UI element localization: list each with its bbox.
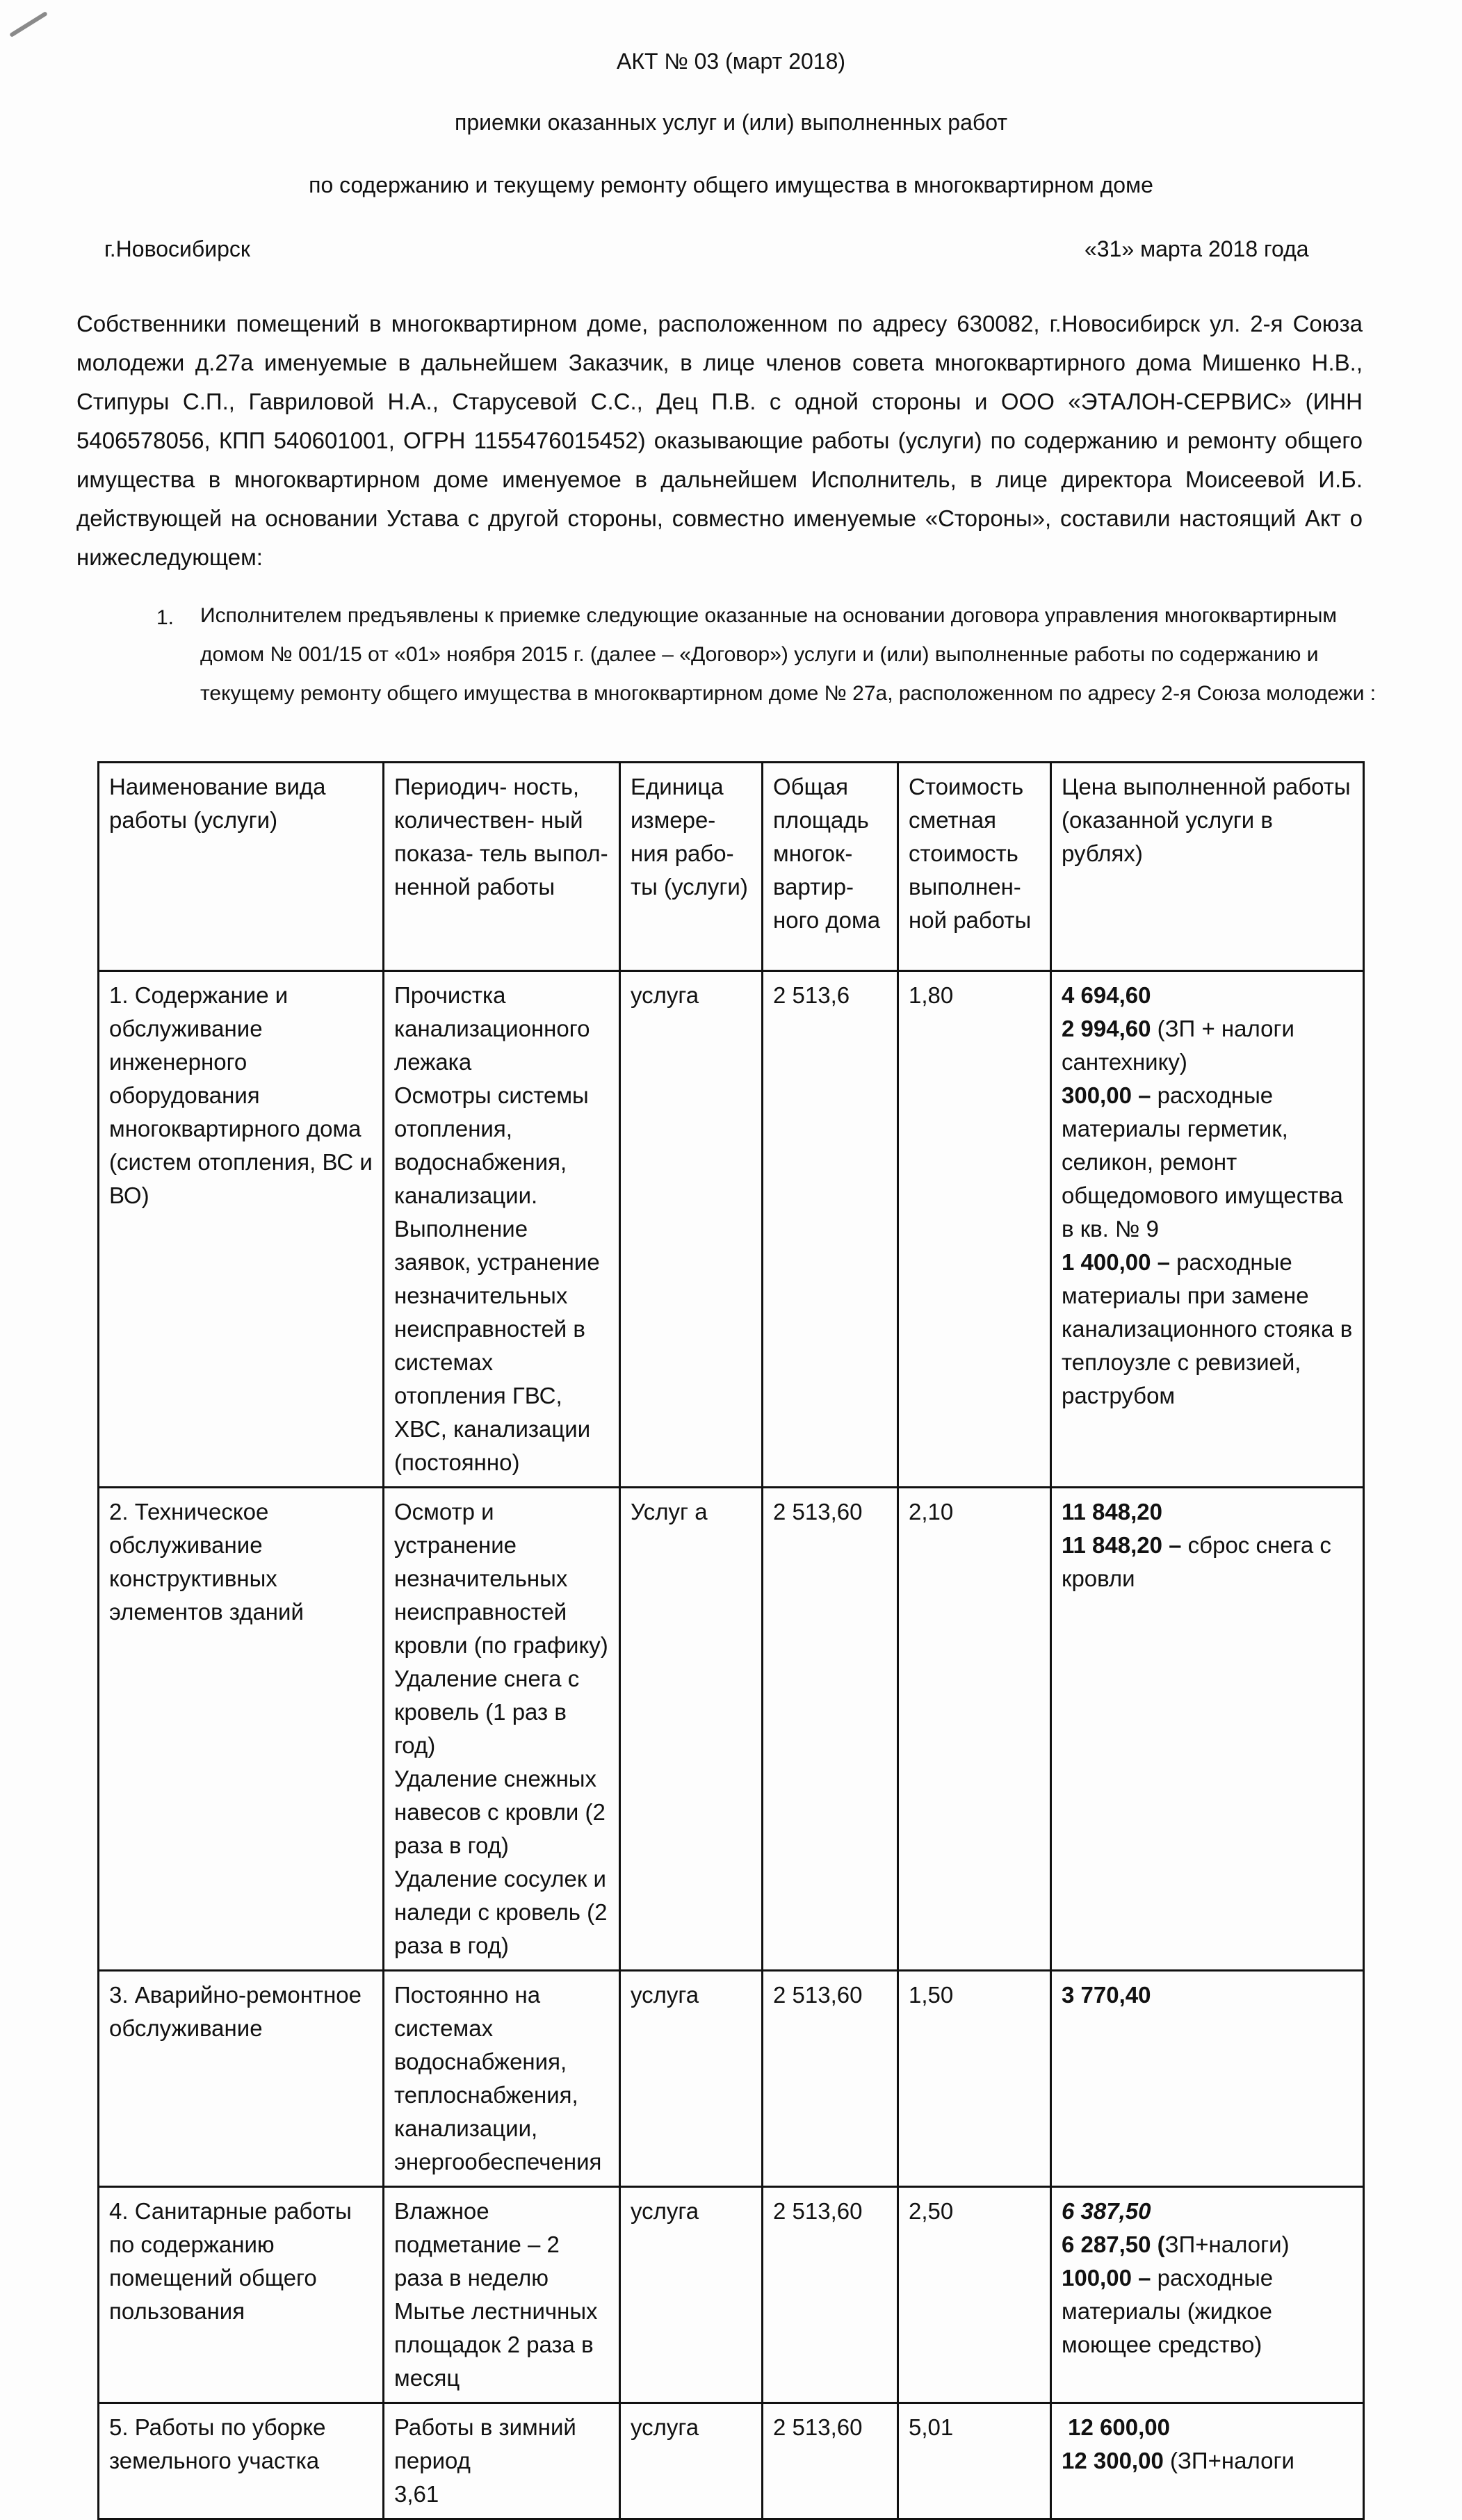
service-period: Постоянно на системах водоснабжения, теплоснабжения, канализации, энергообеспечения bbox=[384, 1971, 620, 2187]
header-cell: Стоимость сметная стоимость выполнен- ной работы bbox=[898, 763, 1051, 971]
table-row bbox=[99, 2187, 1364, 2403]
service-unit: услуга bbox=[620, 2403, 763, 2519]
service-area: 2 513,60 bbox=[763, 1488, 898, 1971]
service-area: 2 513,6 bbox=[763, 971, 898, 1488]
intro-paragraph: Собственники помещений в многоквартирном доме, расположенном по адресу 630082, г.Новосибирск ул. 2-я Союза молодежи д.27а именуемые в дальнейшем Заказчик, в лице членов совета многоквартирного дома Мишенко Н.В., Стипуры С.П., Гавриловой Н.А., Старусевой С.С., Дец П.В. с одной стороны и ООО «ЭТАЛОН-СЕРВИС» (ИНН 5406578056, КПП 540601001, ОГРН 1155476015452) оказывающие работы (услуги) по содержанию и ремонту общего имущества в многоквартирном доме именуемое в дальнейшем Исполнитель, в лице директора Моисеевой И.Б. действующей на основании Устава с другой стороны, совместно именуемые «Стороны», составили настоящий Акт о нижеследующем: bbox=[76, 311, 1363, 570]
header-cell: Цена выполненной работы (оказанной услуги в рублях) bbox=[1051, 763, 1364, 971]
table-header-row bbox=[99, 763, 1364, 971]
service-period: Осмотр и устранение незначительных неисправностей кровли (по графику) Удаление снега с кровель (1 раз в год) Удаление снежных навесов с кровли (2 раза в год) Удаление сосулек и наледи с кровель (2 раза в год) bbox=[384, 1488, 620, 1971]
service-name: 1. Содержание и обслуживание инженерного оборудования многоквартирного дома (систем отопления, ВС и ВО) bbox=[99, 971, 384, 1488]
service-unit: услуга bbox=[620, 1971, 763, 2187]
service-rate: 2,10 bbox=[898, 1488, 1051, 1971]
price-total: 4 694,60 bbox=[1062, 982, 1151, 1008]
service-period: Влажное подметание – 2 раза в неделю Мытье лестничных площадок 2 раза в месяц bbox=[384, 2187, 620, 2403]
service-price: 11 848,20 11 848,20 – сброс снега с кровли bbox=[1051, 1488, 1364, 1971]
service-rate: 5,01 bbox=[898, 2403, 1051, 2519]
city: г.Новосибирск bbox=[104, 236, 250, 261]
service-price: 12 600,00 12 300,00 (ЗП+налоги bbox=[1051, 2403, 1364, 2519]
table-row bbox=[99, 971, 1364, 1488]
service-price: 6 387,50 6 287,50 (ЗП+налоги) 100,00 – расходные материалы (жидкое моющее средство) bbox=[1051, 2187, 1364, 2403]
document-date: «31» марта 2018 года bbox=[1085, 236, 1309, 261]
item-number: 1. bbox=[156, 606, 174, 629]
header-cell: Периодич- ность, количествен- ный показа- тель выпол- ненной работы bbox=[384, 763, 620, 971]
service-price bbox=[1051, 1971, 1364, 2187]
service-rate: 1,50 bbox=[898, 1971, 1051, 2187]
service-name: 5. Работы по уборке земельного участка bbox=[99, 2403, 384, 2519]
service-area: 2 513,60 bbox=[763, 2187, 898, 2403]
services-table bbox=[97, 761, 1365, 2520]
table-row bbox=[99, 2403, 1364, 2519]
service-price: 4 694,60 2 994,60 (ЗП + налоги сантехнику) 300,00 – расходные материалы герметик, селикон, ремонт общедомового имущества в кв. № 9 1 400,00 – расходные материалы при замене канализационного стояка в теплоузле с ревизией, раструбом bbox=[1051, 971, 1364, 1488]
staple-mark bbox=[9, 11, 48, 38]
service-area: 2 513,60 bbox=[763, 1971, 898, 2187]
service-unit: услуга bbox=[620, 971, 763, 1488]
table-row bbox=[99, 1971, 1364, 2187]
price-total: 11 848,20 bbox=[1062, 1499, 1162, 1525]
service-period: Работы в зимний период 3,61 bbox=[384, 2403, 620, 2519]
header-cell: Единица измере- ния рабо- ты (услуги) bbox=[620, 763, 763, 971]
service-period: Прочистка канализационного лежака Осмотры системы отопления, водоснабжения, канализации. Выполнение заявок, устранение незначительных неисправностей в системах отопления ГВС, ХВС, канализации (постоянно) bbox=[384, 971, 620, 1488]
service-area: 2 513,60 bbox=[763, 2403, 898, 2519]
service-unit: услуга bbox=[620, 2187, 763, 2403]
service-rate: 1,80 bbox=[898, 971, 1051, 1488]
service-name: 4. Санитарные работы по содержанию помещений общего пользования bbox=[99, 2187, 384, 2403]
service-rate: 2,50 bbox=[898, 2187, 1051, 2403]
price-total: 6 387,50 bbox=[1062, 2198, 1151, 2224]
item-text: Исполнителем предъявлены к приемке следующие оказанные на основании договора управления многоквартирным домом № 001/15 от «01» ноября 2015 г. (далее – «Договор») услуги и (или) выполненные работы по содержанию и текущему ремонту общего имущества в многоквартирном доме № 27а, расположенном по адресу 2-я Союза молодежи : bbox=[200, 604, 1376, 705]
price-total: 3 770,40 bbox=[1062, 1982, 1151, 2008]
service-name: 3. Аварийно-ремонтное обслуживание bbox=[99, 1971, 384, 2187]
table-row bbox=[99, 1488, 1364, 1971]
document-subtitle-2: по содержанию и текущему ремонту общего имущества в многоквартирном доме bbox=[309, 172, 1153, 197]
service-unit: Услуг а bbox=[620, 1488, 763, 1971]
document-subtitle-1: приемки оказанных услуг и (или) выполненных работ bbox=[455, 110, 1007, 135]
document-title: АКТ № 03 (март 2018) bbox=[616, 49, 846, 74]
price-total: 12 600,00 bbox=[1062, 2414, 1170, 2440]
header-cell: Наименование вида работы (услуги) bbox=[99, 763, 384, 971]
header-cell: Общая площадь многок- вартир- ного дома bbox=[763, 763, 898, 971]
service-name: 2. Техническое обслуживание конструктивных элементов зданий bbox=[99, 1488, 384, 1971]
